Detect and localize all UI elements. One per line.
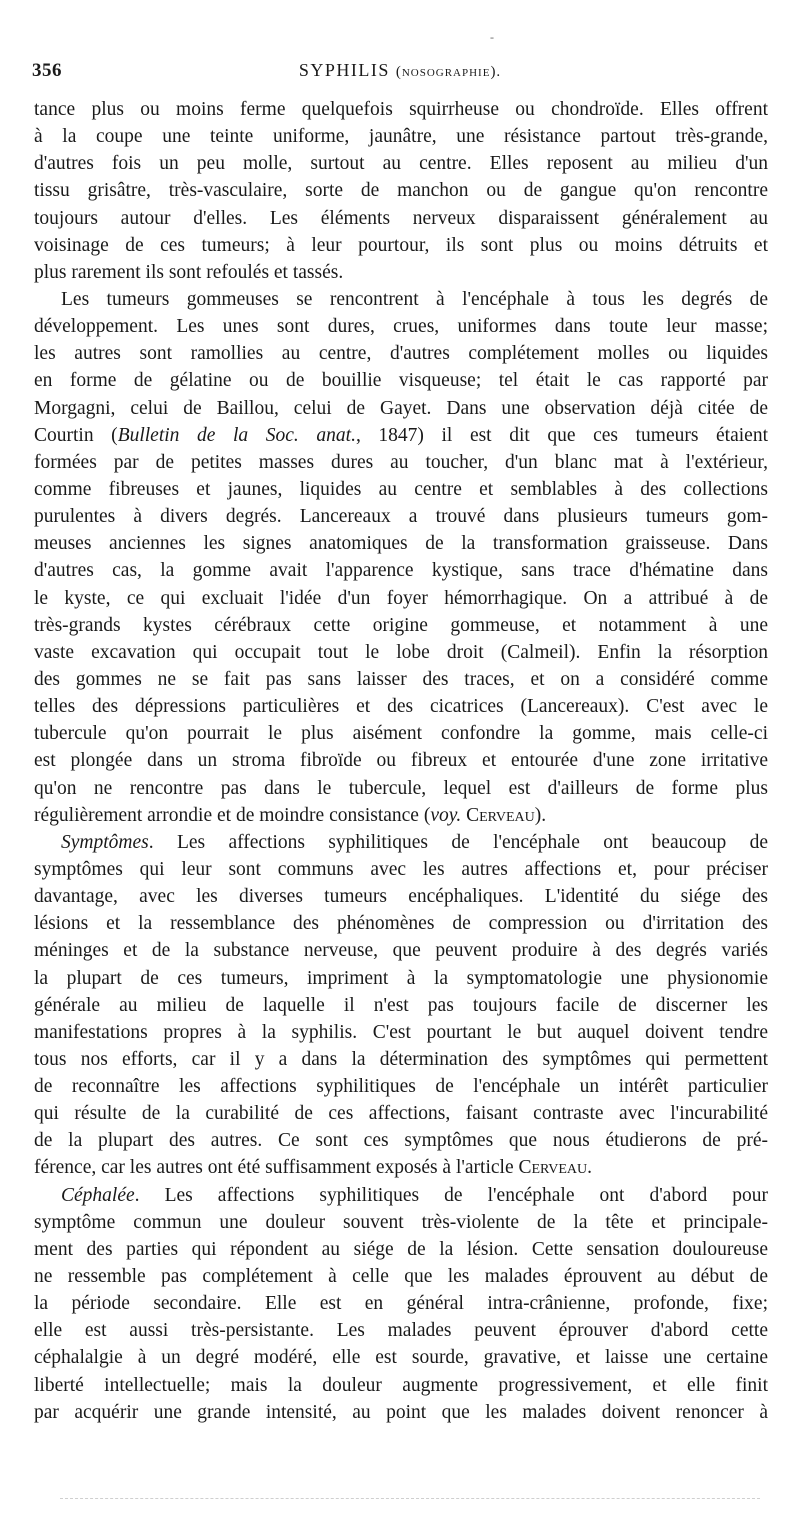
text-line <box>34 313 768 340</box>
text-run: . <box>587 1157 593 1179</box>
text-line <box>34 395 768 422</box>
text-line <box>34 883 768 910</box>
text-line <box>34 1209 768 1236</box>
text-run: symptômes qui leur sont communs avec les autres affections et, pour préciser <box>34 858 768 880</box>
text-line <box>34 1046 768 1073</box>
text-line <box>34 557 768 584</box>
italic-text: Céphalée <box>61 1184 135 1206</box>
running-title-main: SYPHILIS <box>298 60 390 80</box>
text-line <box>34 992 768 1019</box>
text-line <box>34 1372 768 1399</box>
text-line <box>34 476 768 503</box>
text-run: purulentes à divers degrés. Lancereaux a trouvé dans plusieurs tumeurs gom- <box>34 506 768 528</box>
text-line <box>34 367 768 394</box>
text-line <box>34 802 768 829</box>
text-line <box>34 96 768 123</box>
text-line <box>34 666 768 693</box>
text-line <box>34 1290 768 1317</box>
text-line <box>34 585 768 612</box>
text-run: générale au milieu de laquelle il n'est pas toujours facile de discerner les <box>34 994 768 1016</box>
text-run: liberté intellectuelle; mais la douleur augmente progressivement, et elle finit <box>34 1374 768 1396</box>
text-line <box>34 1399 768 1426</box>
text-line <box>34 775 768 802</box>
text-run: tubercule qu'on pourrait le plus aisément confondre la gomme, mais celle-ci <box>34 723 768 745</box>
small-caps-text: Cerveau <box>518 1157 588 1179</box>
text-line <box>34 612 768 639</box>
text-run: toujours autour d'elles. Les éléments nerveux disparaissent généralement au <box>34 207 768 229</box>
text-run: de reconnaître les affections syphilitiques de l'encéphale un intérêt particulier <box>34 1076 768 1098</box>
text-line <box>34 747 768 774</box>
text-run: céphalalgie à un degré modéré, elle est sourde, gravative, et laisse une certaine <box>34 1347 768 1369</box>
text-run: qui résulte de la curabilité de ces affections, faisant contraste avec l'incurabilité <box>34 1103 768 1125</box>
text-run: Courtin ( <box>34 424 118 446</box>
text-line <box>34 1317 768 1344</box>
text-run: d'autres fois un peu molle, surtout au centre. Elles reposent au milieu d'un <box>34 153 768 175</box>
text-run: formées par de petites masses dures au toucher, d'un blanc mat à l'extérieur, <box>34 451 768 473</box>
text-line <box>34 829 768 856</box>
text-run: symptôme commun une douleur souvent très-violente de la tête et principale- <box>34 1211 768 1233</box>
text-line <box>34 286 768 313</box>
page-bottom-rule <box>60 1498 760 1500</box>
text-line <box>34 1236 768 1263</box>
italic-text: Bulletin de la Soc. anat. <box>117 424 356 446</box>
text-line <box>34 965 768 992</box>
text-run: lésions et la ressemblance des phénomènes de compression ou d'irritation des <box>34 913 768 935</box>
text-run: la plupart de ces tumeurs, impriment à la symptomatologie une physionomie <box>34 967 768 989</box>
running-title-sub: (nosographie). <box>395 64 502 80</box>
text-run: manifestations propres à la syphilis. C'est pourtant le but auquel doivent tendre <box>34 1021 768 1043</box>
text-line <box>34 123 768 150</box>
text-run: en forme de gélatine ou de bouillie visqueuse; tel était le cas rapporté par <box>34 370 768 392</box>
italic-text: voy. <box>430 804 462 826</box>
running-title <box>32 60 768 81</box>
text-run: . Les affections syphilitiques de l'encéphale ont beaucoup de <box>148 831 768 853</box>
text-line <box>34 639 768 666</box>
text-run: , 1847) il est dit que ces tumeurs étaient <box>355 424 768 446</box>
text-line <box>34 1127 768 1154</box>
text-line <box>34 1263 768 1290</box>
text-line <box>34 856 768 883</box>
text-line <box>34 340 768 367</box>
text-line <box>34 232 768 259</box>
body-text <box>34 96 768 1426</box>
text-run: est plongée dans un stroma fibroïde ou fibreux et entourée d'une zone irritative <box>34 750 768 772</box>
text-run: Morgagni, celui de Baillou, celui de Gayet. Dans une observation déjà citée de <box>34 397 768 419</box>
text-line <box>34 693 768 720</box>
text-line <box>34 720 768 747</box>
text-run: tance plus ou moins ferme quelquefois squirrheuse ou chondroïde. Elles offrent <box>34 99 768 120</box>
text-run: vaste excavation qui occupait tout le lobe droit (Calmeil). Enfin la résorption <box>34 641 768 663</box>
text-run: tous nos efforts, car il y a dans la détermination des symptômes qui permettent <box>34 1048 768 1070</box>
text-run: méninges et de la substance nerveuse, que peuvent produire à des degrés variés <box>34 940 768 962</box>
text-line <box>34 1073 768 1100</box>
italic-text: Symptômes <box>61 831 149 853</box>
text-run: Les tumeurs gommeuses se rencontrent à l'encéphale à tous les degrés de <box>61 288 768 310</box>
text-run: . Les affections syphilitiques de l'encéphale ont d'abord pour <box>134 1184 768 1206</box>
text-line <box>34 449 768 476</box>
text-run: par acquérir une grande intensité, au point que les malades doivent renoncer à <box>34 1401 768 1423</box>
text-run: ne ressemble pas complétement à celle que les malades éprouvent au début de <box>34 1266 768 1288</box>
text-line <box>34 422 768 449</box>
text-run: férence, car les autres ont été suffisamment exposés à l'article <box>34 1157 519 1179</box>
text-run: ment des parties qui répondent au siége de la lésion. Cette sensation douloureuse <box>34 1238 768 1260</box>
page-header <box>32 58 768 88</box>
text-line <box>34 1182 768 1209</box>
text-run: très-grands kystes cérébraux cette origine gommeuse, et notamment à une <box>34 614 768 636</box>
text-run: de la plupart des autres. Ce sont ces symptômes que nous étudierons de pré- <box>34 1130 768 1152</box>
text-run: ). <box>534 804 547 826</box>
text-run: la période secondaire. Elle est en général intra-crânienne, profonde, fixe; <box>34 1293 768 1315</box>
text-line <box>34 259 768 286</box>
text-run: qu'on ne rencontre pas dans le tubercule, lequel est d'ailleurs de forme plus <box>34 777 768 799</box>
text-run: voisinage de ces tumeurs; à leur pourtour, ils sont plus ou moins détruits et <box>34 234 768 256</box>
text-run: plus rarement ils sont refoulés et tassés. <box>34 261 344 283</box>
text-run: à la coupe une teinte uniforme, jaunâtre, une résistance partout très-grande, <box>34 126 768 148</box>
text-line <box>34 937 768 964</box>
text-line <box>34 1100 768 1127</box>
text-line <box>34 503 768 530</box>
text-run: telles des dépressions particulières et des cicatrices (Lancereaux). C'est avec le <box>34 696 768 718</box>
text-run: meuses anciennes les signes anatomiques de la transformation graisseuse. Dans <box>34 533 768 555</box>
text-run: les autres sont ramollies au centre, d'autres complétement molles ou liquides <box>34 343 768 365</box>
text-line <box>34 177 768 204</box>
text-run: tissu grisâtre, très-vasculaire, sorte de manchon ou de gangue qu'on rencontre <box>34 180 768 202</box>
text-run: le kyste, ce qui excluait l'idée d'un foyer hémorrhagique. On a attribué à de <box>34 587 768 609</box>
text-line <box>34 1019 768 1046</box>
text-run: régulièrement arrondie et de moindre consistance ( <box>34 804 431 826</box>
text-line <box>34 530 768 557</box>
text-line <box>34 910 768 937</box>
text-line <box>34 150 768 177</box>
text-run: des gommes ne se fait pas sans laisser des traces, et on a considéré comme <box>34 668 768 690</box>
text-run: davantage, avec les diverses tumeurs encéphaliques. L'identité du siége des <box>34 886 768 908</box>
small-caps-text: Cerveau <box>466 804 535 826</box>
text-run: d'autres cas, la gomme avait l'apparence kystique, sans trace d'hématine dans <box>34 560 768 582</box>
text-line <box>34 205 768 232</box>
text-run: comme fibreuses et jaunes, liquides au centre et semblables à des collections <box>34 478 768 500</box>
print-mark: - <box>490 30 494 44</box>
text-run: développement. Les unes sont dures, crues, uniformes dans toute leur masse; <box>34 316 768 338</box>
text-run: elle est aussi très-persistante. Les malades peuvent éprouver d'abord cette <box>34 1320 768 1342</box>
text-line <box>34 1344 768 1371</box>
page-number: 356 <box>32 60 62 81</box>
text-line <box>34 1154 768 1181</box>
